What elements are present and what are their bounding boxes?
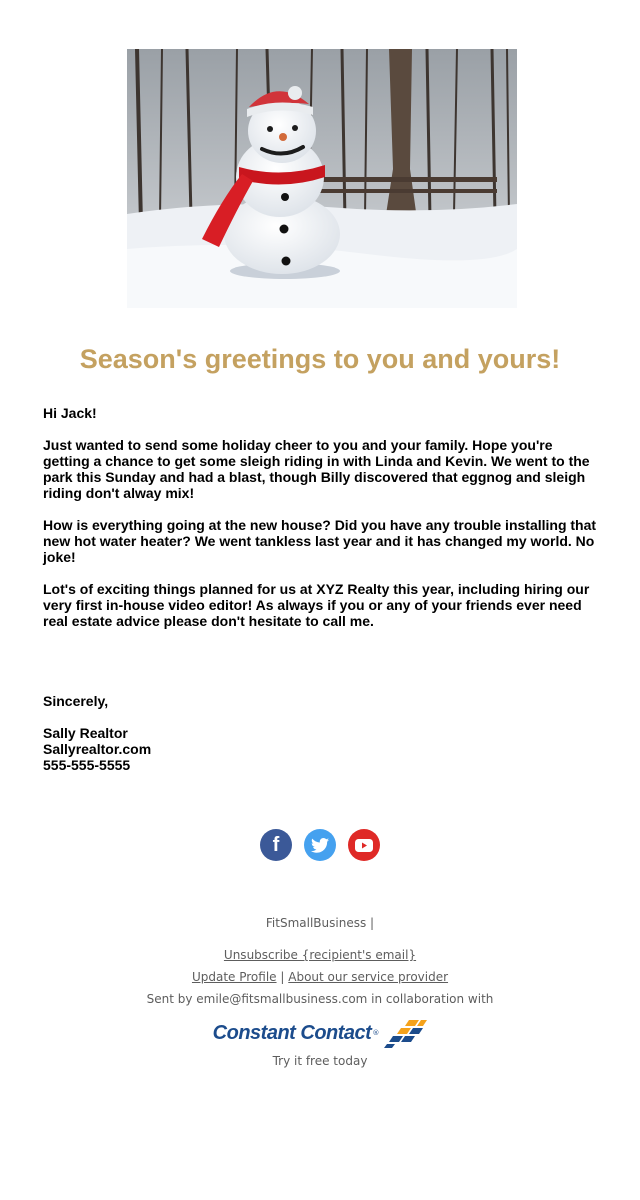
twitter-link[interactable] [304, 829, 336, 861]
page-title: Season's greetings to you and yours! [79, 344, 561, 374]
paragraph-2: How is everything going at the new house? Did you have any trouble installing that new hot water heater? We went tankless last year and it has changed my world. No joke! [43, 517, 597, 565]
provider-name: Constant Contact [212, 1021, 372, 1044]
registered-mark: ® [372, 1029, 380, 1037]
youtube-icon [355, 839, 373, 852]
hero-image [127, 49, 517, 308]
constant-contact-logo[interactable] [0, 1016, 640, 1050]
snowman-illustration [127, 49, 517, 308]
footer-separator: | [280, 970, 285, 984]
try-free-text[interactable]: Try it free today [272, 1054, 368, 1068]
footer-company: FitSmallBusiness | [265, 916, 375, 930]
social-links [0, 829, 640, 861]
paragraph-3: Lot's of exciting things planned for us at XYZ Realty this year, including hiring our very first in-house video editor! As always if you or any of your friends ever need real estate advice please don't hesitate to call me. [43, 581, 590, 629]
greeting: Hi Jack! [43, 405, 97, 421]
paragraph-1: Just wanted to send some holiday cheer to you and your family. Hope you're getting a chance to get some sleigh riding in with Linda and Kevin. We went to the park this Sunday and had a blast, though Billy discovered that eggnog and sleigh riding don't alway mix! [43, 437, 590, 501]
unsubscribe-link[interactable]: Unsubscribe {recipient's email} [223, 948, 417, 962]
signature-website: Sallyrealtor.com [43, 741, 152, 757]
facebook-icon: f [272, 834, 280, 856]
youtube-link[interactable] [348, 829, 380, 861]
about-provider-link[interactable]: About our service provider [288, 970, 449, 984]
email-footer [0, 912, 640, 1072]
letter-body [43, 405, 603, 773]
signature-name: Sally Realtor [43, 725, 128, 741]
sent-by-text: Sent by emile@fitsmallbusiness.com in collaboration with [146, 992, 494, 1006]
facebook-link[interactable] [260, 829, 292, 861]
signature-phone: 555-555-5555 [43, 757, 131, 773]
closing: Sincerely, [43, 693, 109, 709]
update-profile-link[interactable]: Update Profile [191, 970, 277, 984]
twitter-icon [311, 838, 329, 853]
constant-contact-mark-icon [383, 1018, 427, 1048]
